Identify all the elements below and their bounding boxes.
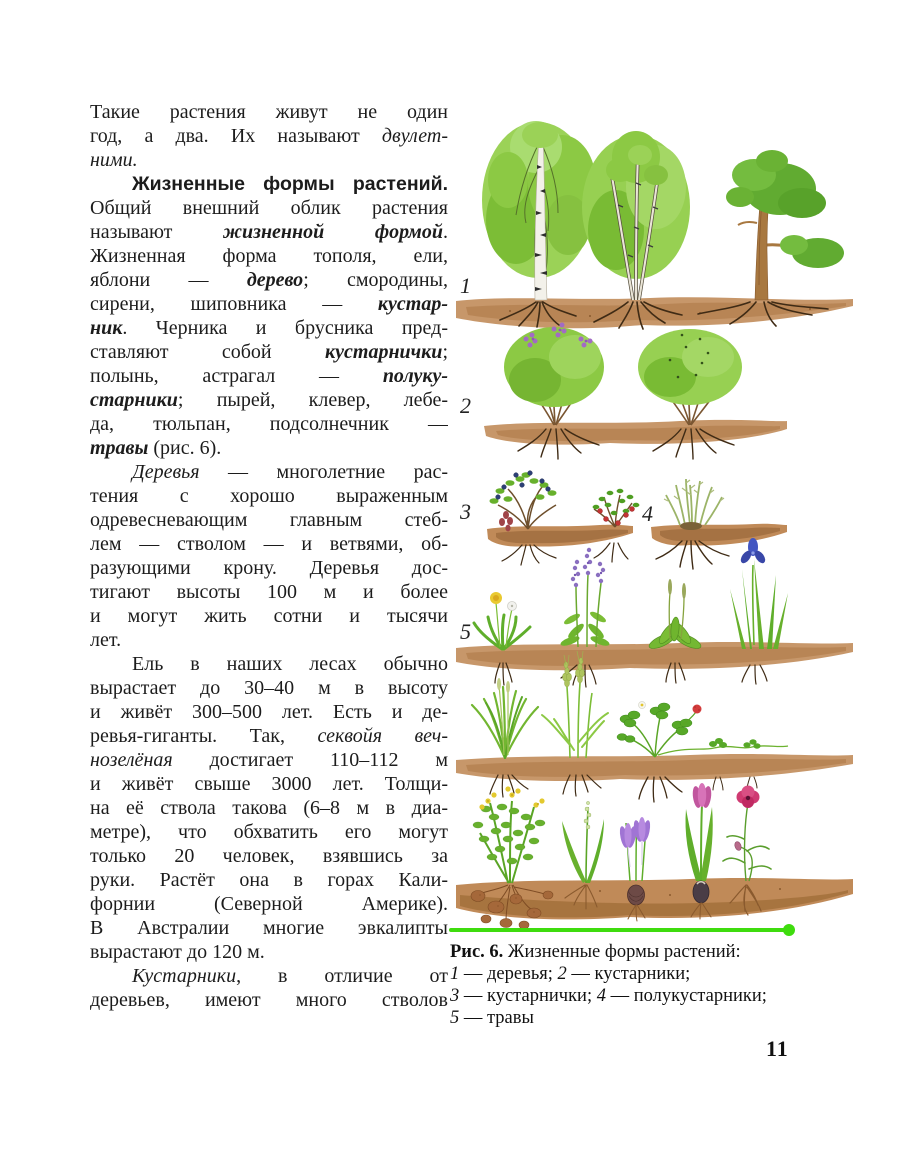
text-line [90,196,448,220]
text-segment: ник [90,317,123,339]
text-segment: ; пырей, клевер, лебе- [177,389,448,411]
text-segment: и могут жить сотни и тысячи [90,605,448,627]
text-segment: ; [442,341,448,363]
text-line [90,388,448,412]
text-segment: 2 [557,964,567,984]
row-trees [456,121,853,329]
text-segment: лет. [90,629,122,651]
text-segment: — деревья; [459,964,558,984]
text-segment: Ель в наших лесах обычно [132,653,448,675]
text-segment: дерево [246,269,304,291]
text-line [90,700,448,724]
strawberry-roots [639,777,682,802]
row-herbs-flowering [456,538,853,687]
text-segment: В Австралии многие эвкалипты [90,917,448,939]
cowberry-shrub [593,489,640,527]
cowberry-roots [594,543,628,562]
text-line [90,580,448,604]
text-segment: яблони — [90,269,247,291]
text-segment: секвойя веч- [317,725,448,747]
text-segment: полуку- [382,365,448,387]
figure-caption [450,941,860,1029]
text-line [90,220,448,244]
text-line [90,724,448,748]
text-line [90,844,448,868]
text-line [90,988,448,1012]
text-segment: разующими крону. Деревья дос- [90,557,448,579]
text-line [90,364,448,388]
text-segment: лем — стволом — и ветвями, об- [90,533,448,555]
text-segment: только 20 человек, взявшись за [90,845,448,867]
text-segment: двулет- [381,125,448,147]
text-line [450,963,860,985]
text-line [90,172,448,196]
text-line [90,748,448,772]
text-line [90,604,448,628]
birch-clump-tree [582,131,690,300]
text-segment: на её ствола такова (6–8 м в диа- [90,797,448,819]
text-line [90,316,448,340]
text-segment: 3 [450,986,460,1006]
text-segment: Рис. 6. [450,942,504,962]
text-segment: Такие растения живут не один [90,101,448,123]
text-line [90,508,448,532]
text-segment: Деревья [132,461,200,483]
text-line [90,340,448,364]
dandelion [474,592,530,649]
text-segment: метре), что обхватить его могут [90,821,448,843]
text-segment: . Черника и брусника пред- [122,317,448,339]
figure-label-2: 2 [460,393,471,418]
text-line [90,916,448,940]
text-line [90,892,448,916]
iris [730,538,788,649]
figure-divider-line [449,928,791,932]
text-line [90,628,448,652]
text-segment: . [443,221,448,243]
text-line [90,772,448,796]
text-line [90,268,448,292]
birch-tree [482,121,596,300]
text-segment: вырастает до 30–40 м в высоту [90,677,448,699]
text-segment: сирени, шиповника — [90,293,378,315]
iris-roots [742,665,767,684]
text-line [90,676,448,700]
text-line [90,796,448,820]
text-segment: (рис. 6). [148,437,222,459]
text-segment: и живёт свыше 3000 лет. Толщи- [90,773,448,795]
plantain [647,579,703,651]
text-segment: кустар- [377,293,448,315]
text-line [90,100,448,124]
figure-label-1: 1 [460,273,471,298]
bilberry-roots [502,545,556,565]
text-segment: Общий внешний облик растения [90,197,448,219]
text-line [450,1007,860,1029]
text-segment: — полукустарники; [605,986,767,1006]
text-segment: форнии (Северной Америке). [90,893,448,915]
text-segment: — травы [459,1008,534,1028]
strawberry [617,702,788,758]
text-segment: кустарнички [325,341,443,363]
wormwood-roots [656,541,729,569]
text-segment: год, а два. Их называют [90,125,382,147]
figure-label-5: 5 [460,619,471,644]
text-line [90,244,448,268]
text-segment: деревьев, имеют много стволов [90,989,448,1011]
text-line [90,412,448,436]
text-segment: травы [90,437,149,459]
body-text-column [90,100,448,1012]
text-segment: 4 [596,986,606,1006]
text-segment: — кустарнички; [459,986,597,1006]
sage-herb [559,548,610,648]
text-segment: одревесневающим главным стеб- [90,509,448,531]
text-segment: Жизненные формы растений: [503,942,741,962]
row-shrubs [460,323,787,460]
bilberry-shrub [490,471,557,532]
text-line [90,820,448,844]
text-segment: Жизненные формы растений. [132,173,448,195]
text-segment: , в отличие от [236,965,448,987]
text-segment: — многолетние рас- [199,461,448,483]
text-segment: 1 [450,964,460,984]
soil-strip-2 [484,420,787,445]
text-line [90,148,448,172]
text-segment: ревья-гиганты. Так, [90,725,318,747]
text-line [90,292,448,316]
text-segment: — кустарники; [566,964,691,984]
text-segment: жизненной формой [222,221,443,243]
wormwood-semishrub [664,479,724,530]
text-segment: называют [90,221,223,243]
text-segment: да, тюльпан, подсолнечник — [90,413,448,435]
text-segment: полынь, астрагал — [90,365,383,387]
text-line [450,985,860,1007]
bush-shrub [638,329,742,425]
pine-tree [726,150,844,300]
text-segment: старники [90,389,178,411]
grass-tussock [472,678,538,758]
text-segment: нозелёная [90,749,173,771]
text-line [90,436,448,460]
text-line [90,868,448,892]
text-segment: ними. [90,149,138,171]
figure-label-4: 4 [642,501,653,526]
text-segment: руки. Растёт она в горах Кали- [90,869,448,891]
figure-label-3: 3 [460,499,471,524]
figure-6-illustration [450,95,860,940]
text-line [450,941,860,963]
lilac-shrub [504,323,604,426]
figure-divider-dot [783,924,795,936]
text-segment: достигает 110–112 м [172,749,448,771]
text-segment: ставляют собой [90,341,325,363]
text-segment: Кустарники [132,965,237,987]
row-grasses [456,651,853,802]
text-segment: 5 [450,1008,460,1028]
text-line [90,484,448,508]
text-segment: Жизненная форма тополя, ели, [90,245,448,267]
text-line [90,556,448,580]
text-segment: тения с хорошо выраженным [90,485,448,507]
text-line [90,124,448,148]
text-line [90,460,448,484]
text-segment: тигают высоты 100 м и более [90,581,448,603]
text-line [90,964,448,988]
text-line [90,532,448,556]
text-segment: и живёт 300–500 лет. Есть и де- [90,701,448,723]
text-segment: ; смородины, [303,269,448,291]
text-line [90,652,448,676]
text-line [90,940,448,964]
row-herbs-bulbs [456,783,853,929]
text-segment: вырастают до 120 м. [90,941,265,963]
soil-strip-3b [651,524,787,546]
page-number: 11 [766,1036,789,1061]
row-dwarf-shrubs [459,471,787,569]
